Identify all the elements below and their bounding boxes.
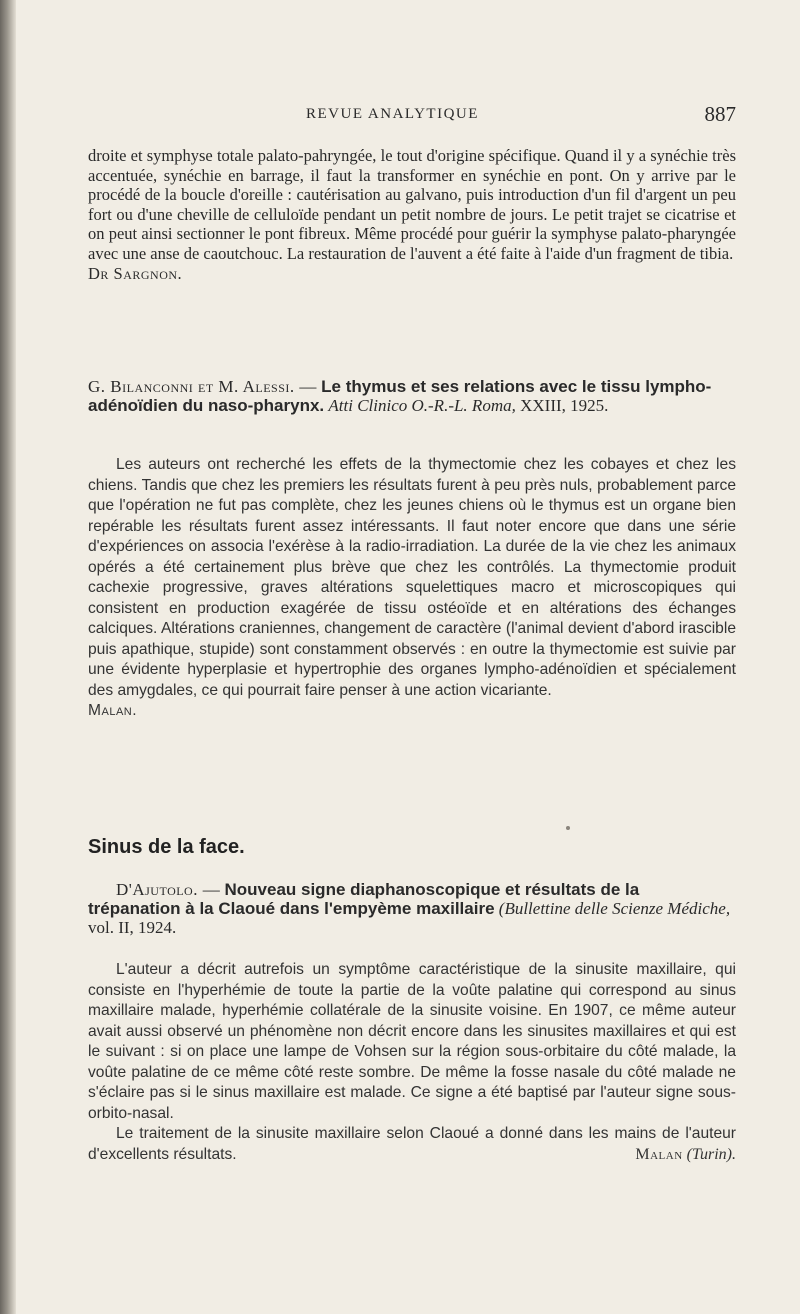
page-number: 887 — [704, 102, 736, 126]
article1-source-ref: XXIII, 1925. — [520, 396, 609, 415]
article2-paragraph-2: Le traitement de la sinusite maxillaire selon Claoué a donné dans les mains de l'auteur d'excellents résultats. Malan (Turin). — [88, 1124, 736, 1165]
article1-heading — [88, 377, 736, 415]
article1-title: Le thymus et ses relations avec le tissu lympho-adénoïdien du naso-pharynx. — [88, 377, 712, 415]
article2-source-ref: vol. II, 1924. — [88, 918, 177, 937]
article2-title: Nouveau signe diaphanoscopique et résultats de la trépanation à la Claoué dans l'empyème maxillaire — [88, 880, 640, 918]
section-title: Sinus de la face. — [88, 836, 245, 858]
article1-paragraph: Les auteurs ont recherché les effets de la thymectomie chez les cobayes et chez les chiens. Tandis que chez les premiers les résultats furent à peu près nuls, probablement parce que l'opération ne fut pas complète, chez les jeunes chiens où le thymus est un organe bien repérable les résultats furent assez intéressants. Il faut noter encore que dans une série d'expériences on associa l'exérèse à la radio-irradiation. La durée de la vie chez les animaux opérés a été certainement plus brève que chez les contrôlés. La thymectomie produit cachexie progressive, graves altérations squelettiques macro et microscopiques qui consistent en production exagérée de tissu ostéoïde et en altérations des échanges calciques. Altérations craniennes, changement de caractère (l'animal devient d'abord irascible puis apathique, stupide) sont constamment observés : en outre la thymectomie est suivie par une évidente hyperplasie et hypertrophie des organes lympho-adénoïdien et spécialement des amygdales, ce qui pourrait faire penser à une action vicariante. — [88, 456, 736, 699]
article1-authors: G. Bilanconni et M. Alessi. — — [88, 377, 317, 396]
intro-paragraph-block — [88, 146, 736, 283]
article1-signature: Malan. — [88, 702, 138, 719]
ink-speck — [566, 826, 570, 830]
intro-signature: Dr Sargnon. — [88, 263, 183, 283]
article2-source: (Bullettine delle Scienze Médiche, — [498, 899, 731, 918]
article1-source: Atti Clinico O.-R.-L. Roma, — [328, 396, 516, 415]
intro-paragraph: droite et symphyse totale palato-pahryngée, le tout d'origine spécifique. Quand il y a synéchie très accentuée, synéchie en barrage, il faut la transformer en synéchie en pont. On y arrive par le procédé de la boucle d'oreille : cautérisation au galvano, puis introduction d'un fil d'argent un peu fort ou d'une cheville de celluloïde pendant un petit nombre de jours. Le petit trajet se cicatrise et on peut ainsi sectionner le pont fibreux. Même procédé pour guérir la symphyse palato-pharyngée avec une anse de caoutchouc. La restauration de l'auvent a été faite à l'aide d'un fragment de tibia. — [88, 146, 736, 263]
article1-body — [88, 455, 736, 722]
article2-signature: Malan (Turin). — [635, 1145, 736, 1163]
article2-heading — [88, 880, 736, 937]
journal-title: REVUE ANALYTIQUE — [306, 106, 479, 122]
article2-paragraph-1: L'auteur a décrit autrefois un symptôme caractéristique de la sinusite maxillaire, qui consiste en l'hyperhémie de toute la partie de la voûte palatine qui correspond au sinus maxillaire malade, hyperhémie collatérale de la sinusite voisine. En 1907, ce même auteur avait aussi observé un phénomène non décrit encore dans les sinusites maxillaires et qui est le suivant : si on place une lampe de Vohsen sur la région sous-orbitaire du côté malade, la voûte palatine de ce même côté reste sombre. De même la fosse nasale du côté malade ne s'éclaire pas si le sinus maxillaire est malade. Ce signe a été baptisé par l'auteur signe sous-orbito-nasal. — [88, 961, 736, 1122]
page-binding-edge — [0, 0, 16, 1314]
running-header — [88, 102, 736, 132]
article2-body — [88, 960, 736, 1165]
article2-authors: D'Ajutolo. — — [116, 880, 221, 899]
